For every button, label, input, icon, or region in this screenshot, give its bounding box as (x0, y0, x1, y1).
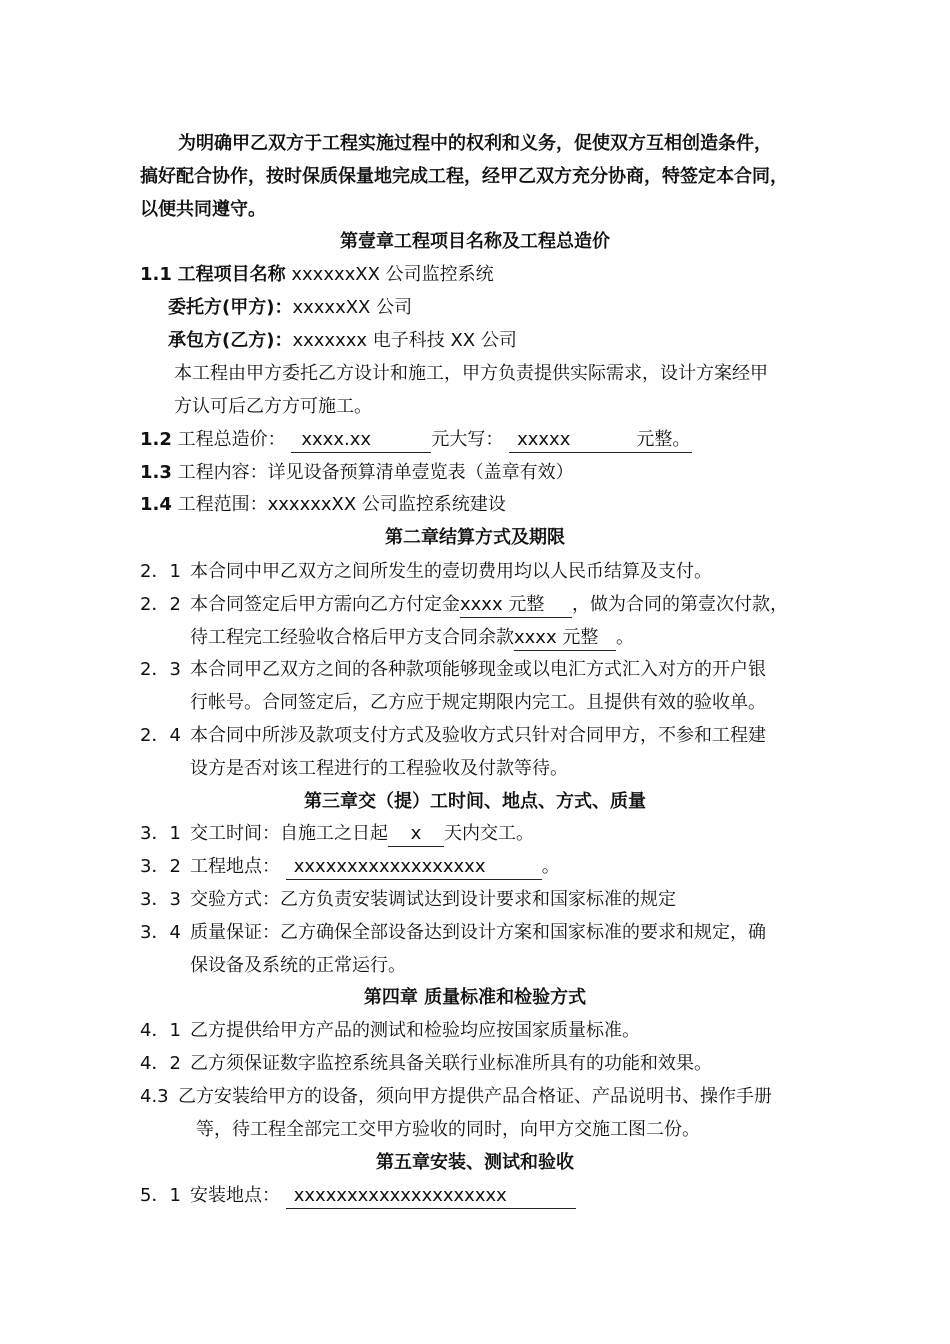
intro-line-1: 为明确甲乙双方于工程实施过程中的权利和义务，促使双方互相创造条件， (178, 133, 772, 154)
chapter-5-title: 第五章安装、测试和验收 (376, 1152, 574, 1173)
section-3-4-line-2: 保设备及系统的正常运行。 (190, 955, 406, 976)
project-name-label: 工程项目名称 (177, 264, 286, 285)
project-name-value: xxxxxxXX 公司监控系统 (291, 264, 494, 285)
client-label: 委托方(甲方)： (168, 297, 293, 318)
section-5-1 (140, 1183, 576, 1209)
section-4-3-line-2: 等，待工程全部完工交甲方验收的同时，向甲方交施工图二份。 (196, 1119, 700, 1140)
total-cost-amount: xxxx.xx (291, 428, 431, 453)
total-cost-end: 元整。 (636, 429, 691, 450)
section-4-2-text: 乙方须保证数字监控系统具备关联行业标准所具有的功能和效果。 (190, 1053, 712, 1074)
section-2-2-text-b: ，做为合同的第壹次付款， (572, 594, 788, 615)
section-1-3-text: 工程内容：详见设备预算清单壹览表（盖章有效） (177, 462, 574, 483)
section-num: 1.2 (140, 429, 172, 450)
completion-days: x (388, 822, 444, 847)
section-num: 2．4 (140, 725, 181, 746)
section-1-1 (140, 262, 494, 288)
client-row (168, 295, 412, 321)
deposit-amount: xxxx 元整 (460, 593, 572, 618)
contractor-row (168, 328, 517, 354)
section-4-2 (140, 1051, 712, 1077)
chapter-3-title: 第三章交（提）工时间、地点、方式、质量 (304, 791, 646, 812)
section-2-2-text-c: 待工程完工经验收合格后甲方支合同余款 (190, 627, 514, 648)
section-3-2-text-a: 工程地点： (190, 856, 280, 877)
section-3-4-text-1: 质量保证：乙方确保全部设备达到设计方案和国家标准的要求和规定，确 (190, 922, 766, 943)
project-site: xxxxxxxxxxxxxxxxxx (286, 855, 542, 880)
section-2-2-line-2 (190, 625, 634, 651)
section-num: 4．2 (140, 1053, 181, 1074)
section-3-3 (140, 887, 676, 913)
contractor-label: 承包方(乙方)： (168, 330, 293, 351)
section-1-2 (140, 427, 692, 453)
total-cost-amount-cn-field (509, 428, 692, 453)
section-2-4-text-1: 本合同中所涉及款项支付方式及验收方式只针对合同甲方，不参和工程建 (190, 725, 766, 746)
section-4-1-text: 乙方提供给甲方产品的测试和检验均应按国家质量标准。 (190, 1020, 640, 1041)
section-3-1-text-a: 交工时间：自施工之日起 (190, 823, 388, 844)
install-site: xxxxxxxxxxxxxxxxxxxx (286, 1184, 576, 1209)
client-value: xxxxxXX 公司 (292, 297, 413, 318)
section-num: 3．3 (140, 889, 181, 910)
section-4-3-line-1 (140, 1084, 772, 1110)
intro-line-3: 以便共同遵守。 (140, 199, 266, 220)
section-3-2 (140, 854, 560, 880)
section-num: 3．4 (140, 922, 181, 943)
section-num: 3．1 (140, 823, 181, 844)
section-num: 2．2 (140, 594, 181, 615)
section-1-4-text: 工程范围：xxxxxxXX 公司监控系统建设 (177, 494, 506, 515)
project-desc-line-1: 本工程由甲方委托乙方设计和施工，甲方负责提供实际需求，设计方案经甲 (174, 363, 768, 384)
section-4-3-text-1: 乙方安装给甲方的设备，须向甲方提供产品合格证、产品说明书、操作手册 (178, 1086, 772, 1107)
chapter-1-title: 第壹章工程项目名称及工程总造价 (340, 231, 610, 252)
section-1-3 (140, 460, 574, 486)
section-num: 4.3 (140, 1086, 169, 1107)
section-2-1 (140, 559, 712, 585)
section-3-4-line-1 (140, 920, 766, 946)
section-num: 4．1 (140, 1020, 181, 1041)
project-desc-line-2: 方认可后乙方方可施工。 (174, 396, 372, 417)
section-2-4-line-1 (140, 723, 766, 749)
section-4-1 (140, 1018, 640, 1044)
section-num: 1.4 (140, 494, 172, 515)
section-2-3-line-2: 行帐号。合同签定后，乙方应于规定期限内完工。且提供有效的验收单。 (190, 692, 766, 713)
total-cost-amount-cn: xxxxx (517, 429, 571, 450)
chapter-2-title: 第二章结算方式及期限 (385, 527, 565, 548)
section-3-3-text: 交验方式：乙方负责安装调试达到设计要求和国家标准的规定 (190, 889, 676, 910)
section-3-1 (140, 821, 534, 847)
balance-amount: xxxx 元整 (514, 626, 616, 651)
section-num: 2．1 (140, 561, 181, 582)
section-num: 3．2 (140, 856, 181, 877)
section-2-2-line-1 (140, 592, 788, 618)
total-cost-mid: 元大写： (431, 429, 504, 450)
section-2-3-line-1 (140, 657, 766, 683)
section-2-4-line-2: 设方是否对该工程进行的工程验收及付款等待。 (190, 758, 568, 779)
section-3-1-text-b: 天内交工。 (444, 823, 534, 844)
section-2-2-text-d: 。 (616, 627, 634, 648)
contractor-value: xxxxxxx 电子科技 XX 公司 (292, 330, 517, 351)
section-3-2-text-b: 。 (541, 856, 560, 877)
chapter-4-title: 第四章 质量标准和检验方式 (363, 987, 587, 1008)
section-1-4 (140, 492, 506, 518)
total-cost-label: 工程总造价： (177, 429, 286, 450)
section-num: 1.1 (140, 264, 172, 285)
intro-line-2: 搞好配合协作，按时保质保量地完成工程，经甲乙双方充分协商，特签定本合同， (140, 166, 788, 187)
section-num: 2．3 (140, 659, 181, 680)
section-2-2-text-a: 本合同签定后甲方需向乙方付定金 (190, 594, 460, 615)
section-num: 1.3 (140, 462, 172, 483)
section-num: 5．1 (140, 1185, 181, 1206)
section-2-1-text: 本合同中甲乙双方之间所发生的壹切费用均以人民币结算及支付。 (190, 561, 712, 582)
section-5-1-text-a: 安装地点： (190, 1185, 280, 1206)
section-2-3-text-1: 本合同甲乙双方之间的各种款项能够现金或以电汇方式汇入对方的开户银 (190, 659, 766, 680)
